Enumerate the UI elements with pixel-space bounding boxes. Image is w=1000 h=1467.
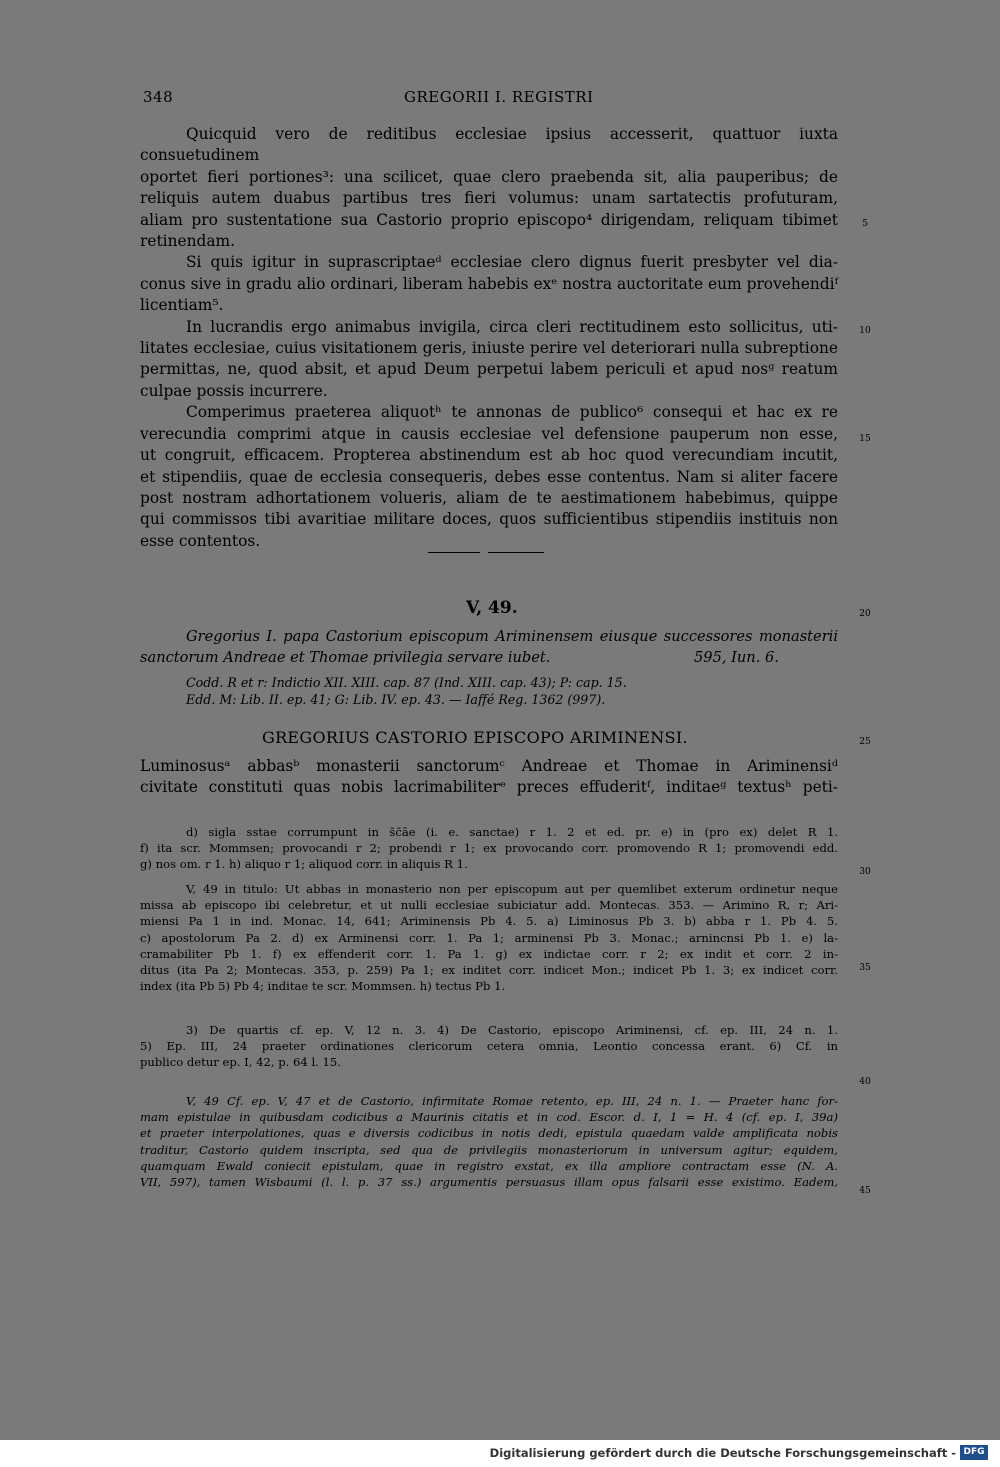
line-number: 40 [859,1077,871,1087]
apparatus-line: d) sigla sstae corrumpunt in s̄c̄āe (i. e. sanctae) r 1. 2 et ed. pr. e) in (pro ex) delet R 1. [186,825,838,839]
note-line: 5) Ep. III, 24 praeter ordinationes clericorum cetera omnia, Leontio concessa erant. 6) Cf. in [140,1039,838,1054]
apparatus-line: miensi Pa 1 in ind. Monac. 14, 641; Ariminensis Pb 4. 5. a) Liminosus Pb 3. b) abba r 1. Pb 4. 5. [140,914,838,929]
summary-line: sanctorum Andreae et Thomae privilegia servare iubet. [140,649,551,666]
main-text [140,124,838,552]
text-line: litates ecclesiae, cuius visitationem geris, iniuste perire vel deteriorari nulla subreptione [140,339,838,358]
apparatus-line: index (ita Pb 5) Pb 4; inditae te scr. Mommsen. h) tectus Pb 1. [140,979,506,994]
running-title: GREGORII I. REGISTRI [404,88,594,106]
apparatus-line: ditus (ita Pa 2; Montecas. 353, p. 259) Pa 1; ex inditet corr. indicet Mon.; indicet Pb 1. 3; ex indicet corr. [140,963,838,978]
apparatus-line: missa ab episcopo ibi celebretur, et ut nulli ecclesiae subiciatur add. Montecas. 353. — Arimino R, r; Ari- [140,898,838,913]
line-number: 20 [859,609,871,619]
text-line: licentiam⁵. [140,296,224,315]
text-line: civitate constituti quas nobis lacrimabiliterᵉ preces effuderitᶠ, inditaeᵍ textusʰ peti- [140,778,838,797]
text-line: Luminosusᵃ abbasᵇ monasterii sanctorumᶜ Andreae et Thomae in Ariminensiᵈ [140,757,838,775]
note-line: V, 49 Cf. ep. V, 47 et de Castorio, infirmitate Romae retento, ep. III, 24 n. 1. — Praeter hanc for- [186,1094,838,1108]
text-line: culpae possis incurrere. [140,381,328,400]
letter-number: V, 49. [466,598,518,618]
codices-line: Codd. R et r: Indictio XII. XIII. cap. 87 (Ind. XIII. cap. 43); P: cap. 15. [186,675,627,690]
apparatus-line: g) nos om. r 1. h) aliquo r 1; aliquod corr. in aliquis R 1. [140,857,468,872]
note-line: VII, 597), tamen Wisbaumi (l. l. p. 37 ss.) argumentis persuasus illam opus falsarii esse existimo. Eadem, [140,1175,838,1190]
line-number: 10 [859,326,871,336]
line-number: 25 [859,737,871,747]
dfg-logo: DFG [960,1445,988,1460]
summary-line: Gregorius I. papa Castorium episcopum Ariminensem eiusque successores monasterii [186,628,838,645]
line-number: 15 [859,434,871,444]
apparatus-line: V, 49 in titulo: Ut abbas in monasterio non per episcopum aut per quemlibet exterum ordinetur neque [186,882,838,896]
text-line: oportet fieri portiones³: una scilicet, quae clero praebenda sit, alia pauperibus; de [140,167,838,186]
text-line: et stipendiis, quae de ecclesia consequeris, debes esse contentus. Nam si aliter facere [140,467,838,486]
note-line: et praeter interpolationes, quas e diversis codicibus in notis dedi, epistula quaedam valde amplificata nobis [140,1126,838,1141]
section-divider [488,552,544,553]
letter-date: 595, Iun. 6. [694,649,779,666]
section-divider [428,552,480,553]
editions-line: Edd. M: Lib. II. ep. 41; G: Lib. IV. ep. 43. — Iaffé Reg. 1362 (997). [186,692,606,707]
text-line: conus sive in gradu alio ordinari, liberam habebis exᵉ nostra auctoritate eum provehendiᶠ [140,274,838,293]
line-number: 45 [859,1186,871,1196]
text-line: post nostram adhortationem volueris, aliam de te aestimationem habebimus, quippe [140,488,838,507]
text-line: Quicquid vero de reditibus ecclesiae ipsius accesserit, quattuor iuxta consuetudinem [140,125,838,165]
note-line: mam epistulae in quibusdam codicibus a Maurinis citatis et in cod. Escor. d. I, 1 = H. 4 (cf. ep. I, 39a) [140,1110,838,1125]
text-line: permittas, ne, quod absit, et apud Deum perpetui labem periculi et apud nosᵍ reatum [140,360,838,379]
text-line: retinendam. [140,232,236,251]
critical-apparatus [140,824,838,873]
line-number: 30 [859,867,871,877]
note-line: traditur, Castorio quidem inscripta, sed qua de privilegiis monasteriorum in universum agitur; equidem, [140,1142,838,1157]
text-line: Si quis igitur in suprascriptaeᵈ ecclesiae clero dignus fuerit presbyter vel dia- [186,253,838,272]
page-number: 348 [143,88,174,106]
text-line: Comperimus praeterea aliquotʰ te annonas de publico⁶ consequi et hac ex re [186,403,838,422]
letter-opening [140,756,838,799]
apparatus-line: cramabiliter Pb 1. f) ex effenderit corr. 1. Pa 1. g) ex indictae corr. r 2; ex indit et corr. 2 in- [140,946,838,961]
text-line: ut congruit, efficacem. Propterea abstinendum est ab hoc quod verecundiam incutit, [140,446,838,465]
apparatus-line: f) ita scr. Mommsen; provocandi r 2; probendi r 1; ex provocando corr. promovendo R 1; promovendi edd. [140,841,838,856]
note-line: 3) De quartis cf. ep. V, 12 n. 3. 4) De Castorio, episcopo Ariminensi, cf. ep. III, 24 n. 1. [186,1023,838,1037]
note-line: publico detur ep. I, 42, p. 64 l. 15. [140,1055,341,1070]
source-notes [140,1022,838,1071]
line-number: 5 [862,219,868,229]
text-line: reliquis autem duabus partibus tres fieri volumus: unam sartatectis profuturam, [140,189,838,208]
critical-apparatus-letter [140,881,838,994]
text-line: aliam pro sustentatione sua Castorio proprio episcopo⁴ dirigendam, reliquam tibimet [140,210,838,229]
text-line: esse contentos. [140,531,261,550]
funding-notice: Digitalisierung gefördert durch die Deutsche Forschungsgemeinschaft - [489,1446,956,1460]
text-line: verecundia comprimi atque in causis ecclesiae vel defensione pauperum non esse, [140,424,838,443]
commentary-notes [140,1093,838,1190]
line-number: 35 [859,963,871,973]
apparatus-line: c) apostolorum Pa 2. d) ex Arminensi corr. 1. Pa 1; arminensi Pb 3. Monac.; arnincnsi Pb 1. e) la- [140,930,838,945]
note-line: quamquam Ewald coniecit epistulam, quae in registro exstat, ex illa ampliore contractam esse (N. A. [140,1158,838,1173]
text-line: qui commissos tibi avaritiae militare doces, quos sufficientibus stipendiis instituis non [140,510,838,529]
text-line: In lucrandis ergo animabus invigila, circa cleri rectitudinem esto sollicitus, uti- [186,317,838,336]
footer-bar [0,1440,1000,1467]
letter-address: GREGORIUS CASTORIO EPISCOPO ARIMINENSI. [262,728,688,747]
